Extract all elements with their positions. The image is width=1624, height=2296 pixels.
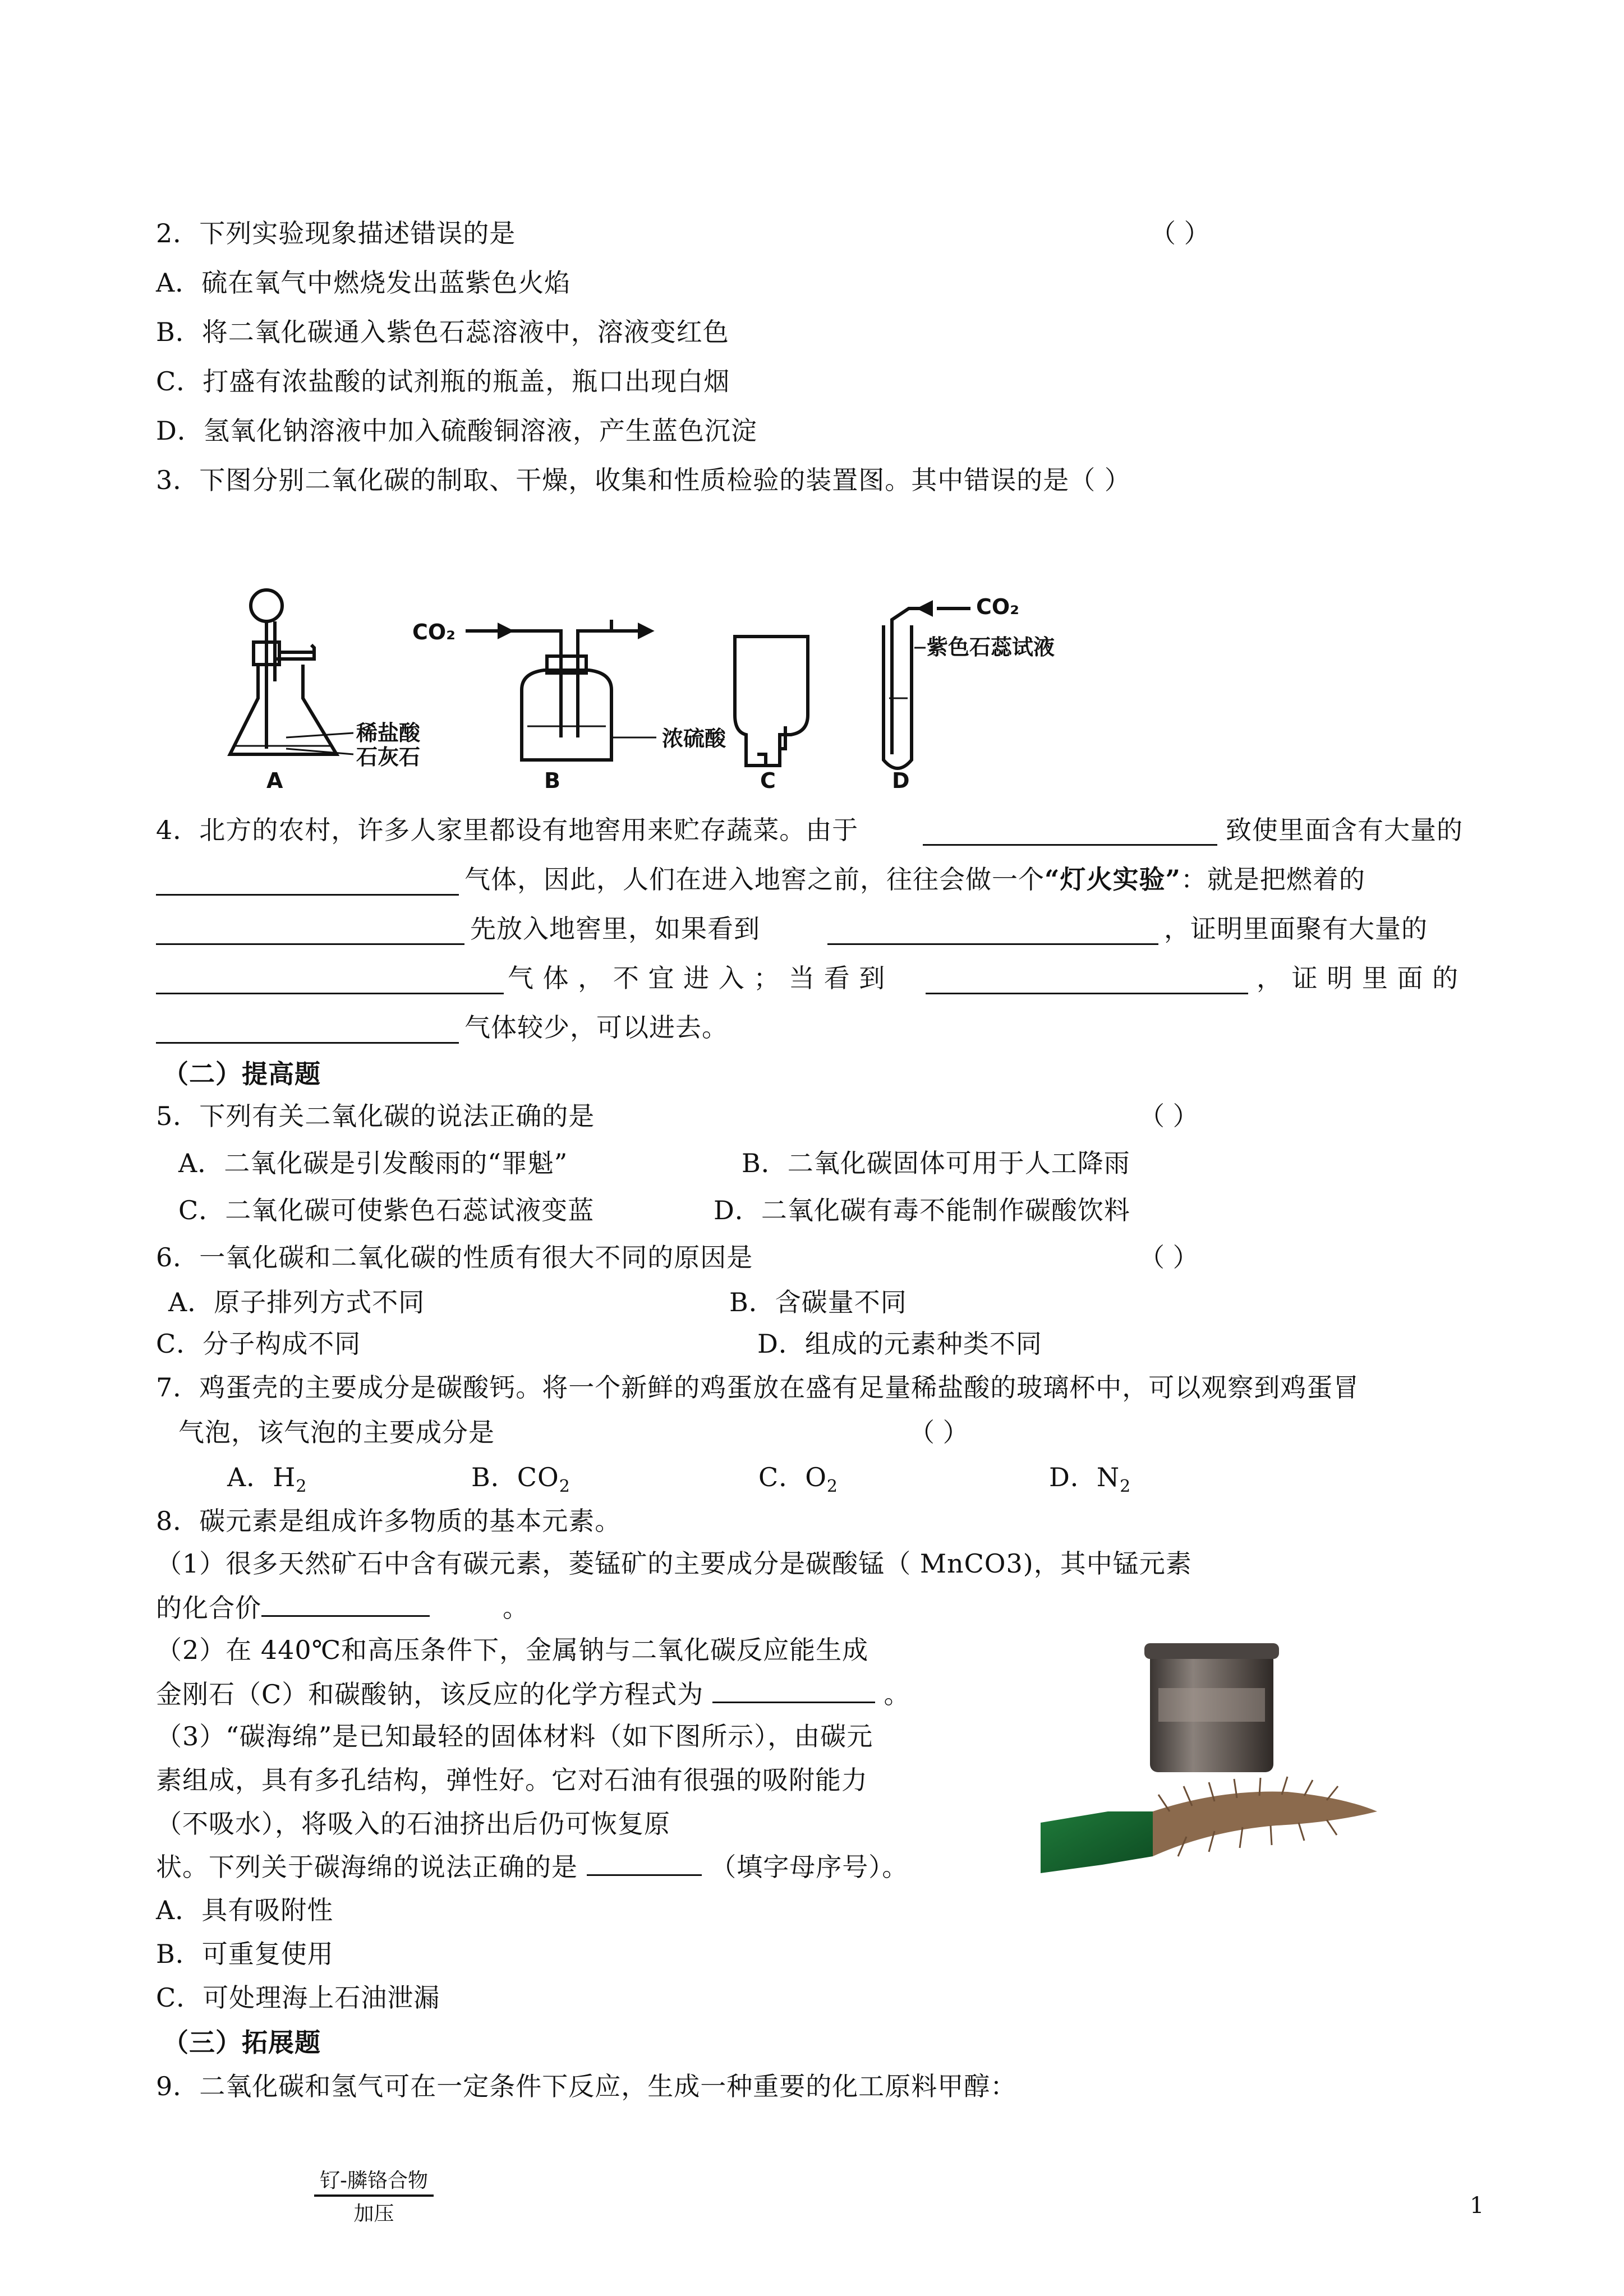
q7-option-b-sub: 2 <box>559 1477 571 1497</box>
q8-part2-end: 。 <box>884 1679 910 1709</box>
q4-blank-4 <box>827 943 1158 945</box>
q9-stem: 9．二氧化碳和氢气可在一定条件下反应，生成一种重要的化工原料甲醇： <box>156 2071 1017 2101</box>
q2-option-b: B．将二氧化碳通入紫色石蕊溶液中，溶液变红色 <box>156 317 729 347</box>
q8-part2-line1: （2）在 440℃和高压条件下，金属钠与二氧化碳反应能生成 <box>156 1635 869 1665</box>
q7-option-d-text: D．N <box>1049 1462 1120 1492</box>
q6-option-d: D．组成的元素种类不同 <box>757 1329 1042 1359</box>
q4-blank-6 <box>926 993 1248 994</box>
q2-option-c: C．打盛有浓盐酸的试剂瓶的瓶盖，瓶口出现白烟 <box>156 366 730 397</box>
q8-blank-2 <box>712 1677 875 1703</box>
apparatus-a <box>230 590 353 754</box>
q2-stem: 2．下列实验现象描述错误的是 <box>156 218 516 248</box>
q5-option-c: C．二氧化碳可使紫色石蕊试液变蓝 <box>178 1195 595 1225</box>
reaction-arrow-line <box>314 2194 434 2197</box>
q5-option-b: B．二氧化碳固体可用于人工降雨 <box>742 1148 1130 1178</box>
q8-stem: 8．碳元素是组成许多物质的基本元素。 <box>156 1506 622 1536</box>
q7-option-b <box>471 1460 571 1504</box>
q5-stem: 5．下列有关二氧化碳的说法正确的是 <box>156 1101 595 1131</box>
q4-line4a: 气 体 ， 不 宜 进 入 ； 当 看 到 <box>508 963 886 993</box>
q8-blank-3 <box>587 1850 702 1876</box>
q7-option-d-sub: 2 <box>1120 1477 1131 1497</box>
label-c: C <box>760 768 776 793</box>
limestone-label: 石灰石 <box>356 745 421 769</box>
q4-line1b: 致使里面含有大量的 <box>1226 815 1463 845</box>
q7-stem-line1: 7．鸡蛋壳的主要成分是碳酸钙。将一个新鲜的鸡蛋放在盛有足量稀盐酸的玻璃杯中，可以观察到鸡蛋冒 <box>156 1372 1360 1403</box>
co2-label-d: CO₂ <box>976 594 1019 619</box>
q6-stem: 6．一氧化碳和二氧化碳的性质有很大不同的原因是 <box>156 1242 753 1273</box>
q8-part1-line2 <box>156 1590 529 1625</box>
apparatus-b <box>466 620 656 760</box>
q4-line3a: 先放入地窖里，如果看到 <box>470 914 760 944</box>
q7-option-a <box>227 1460 307 1504</box>
section-3-heading: （三）拓展题 <box>163 2027 321 2058</box>
q7-option-d <box>1049 1460 1131 1504</box>
q2-option-d: D．氢氧化钠溶液中加入硫酸铜溶液，产生蓝色沉淀 <box>156 416 757 446</box>
q2-answer-paren: （ ） <box>1150 218 1210 248</box>
q7-option-a-text: A．H <box>227 1462 296 1492</box>
q4-line4b: ， 证 明 里 面 的 <box>1257 963 1459 993</box>
q8-part2-line2 <box>156 1677 910 1711</box>
apparatus-figure <box>219 586 1128 794</box>
q6-answer-paren: （ ） <box>1139 1242 1199 1273</box>
label-a: A <box>266 768 283 793</box>
q4-line1a: 4．北方的农村，许多人家里都设有地窖用来贮存蔬菜。由于 <box>156 815 859 845</box>
q7-option-b-text: B．CO <box>471 1462 559 1492</box>
q7-answer-paren: （ ） <box>909 1417 969 1447</box>
section-2-heading: （二）提高题 <box>163 1059 321 1089</box>
label-b: B <box>544 768 560 793</box>
q8-part1-label: 的化合价 <box>156 1593 261 1623</box>
q4-line2-tail: ：就是把燃着的 <box>1180 864 1365 895</box>
q4-blank-1 <box>923 844 1217 846</box>
litmus-label: 紫色石蕊试液 <box>927 635 1055 660</box>
q7-option-c-text: C．O <box>758 1462 827 1492</box>
q7-stem-line2: 气泡，该气泡的主要成分是 <box>178 1417 495 1447</box>
q5-option-d: D．二氧化碳有毒不能制作碳酸饮料 <box>714 1195 1130 1225</box>
q6-option-a: A．原子排列方式不同 <box>168 1287 425 1317</box>
q6-option-c: C．分子构成不同 <box>156 1329 361 1359</box>
q8-part3-end: （填字母序号）。 <box>710 1852 909 1882</box>
q8-option-a: A．具有吸附性 <box>156 1895 334 1925</box>
q4-line2-text: 气体，因此，人们在进入地窖之前，往往会做一个 <box>464 864 1045 895</box>
q8-part3-line3: （不吸水），将吸入的石油挤出后仍可恢复原 <box>156 1809 670 1839</box>
q8-part2-label: 金刚石（C）和碳酸钠，该反应的化学方程式为 <box>156 1679 704 1709</box>
q7-option-a-sub: 2 <box>296 1477 307 1497</box>
q8-part1-line1: （1）很多天然矿石中含有碳元素，菱锰矿的主要成分是碳酸锰（ MnCO3)，其中锰元素 <box>156 1548 1192 1579</box>
q4-line5: 气体较少，可以进去。 <box>464 1012 728 1043</box>
q5-answer-paren: （ ） <box>1139 1101 1199 1131</box>
q8-part3-label: 状。下列关于碳海绵的说法正确的是 <box>156 1852 578 1882</box>
acid-label: 稀盐酸 <box>356 721 421 745</box>
label-d: D <box>892 768 910 793</box>
pressure-label: 加压 <box>353 2202 394 2225</box>
q8-blank-1 <box>261 1590 430 1617</box>
q4-lamp-test: “灯火实验” <box>1045 864 1181 895</box>
q8-part3-line4 <box>156 1850 908 1884</box>
q7-option-c-sub: 2 <box>826 1477 839 1497</box>
q4-blank-3 <box>156 943 464 945</box>
reaction-condition <box>314 2165 434 2226</box>
co2-label-b: CO₂ <box>412 620 456 644</box>
q7-option-c <box>758 1460 838 1504</box>
q8-part3-line1: （3）“碳海绵”是已知最轻的固体材料（如下图所示），由碳元 <box>156 1721 873 1751</box>
sulfuric-acid-label: 浓硫酸 <box>662 726 726 751</box>
q8-option-c: C．可处理海上石油泄漏 <box>156 1983 440 2013</box>
q3-stem: 3．下图分别二氧化碳的制取、干燥，收集和性质检验的装置图。其中错误的是（ ） <box>156 465 1131 495</box>
q4-blank-7 <box>156 1042 459 1044</box>
q4-blank-5 <box>156 993 504 994</box>
carbon-sponge-photo <box>1041 1643 1377 1890</box>
apparatus-d <box>884 603 970 768</box>
q4-line2 <box>464 863 1365 896</box>
q4-blank-2 <box>156 894 459 896</box>
q2-option-a: A．硫在氧气中燃烧发出蓝紫色火焰 <box>156 268 571 298</box>
q6-option-b: B．含碳量不同 <box>729 1287 907 1317</box>
q8-part1-end: 。 <box>503 1593 529 1623</box>
q8-option-b: B．可重复使用 <box>156 1939 334 1969</box>
q8-part3-line2: 素组成，具有多孔结构，弹性好。它对石油有很强的吸附能力 <box>156 1765 868 1795</box>
page-number: 1 <box>1470 2193 1484 2219</box>
catalyst-label: 钌-膦铬合物 <box>320 2169 428 2192</box>
q4-line3b: ，证明里面聚有大量的 <box>1164 914 1428 944</box>
q5-option-a: A．二氧化碳是引发酸雨的“罪魁” <box>178 1148 568 1178</box>
apparatus-c <box>735 637 808 766</box>
